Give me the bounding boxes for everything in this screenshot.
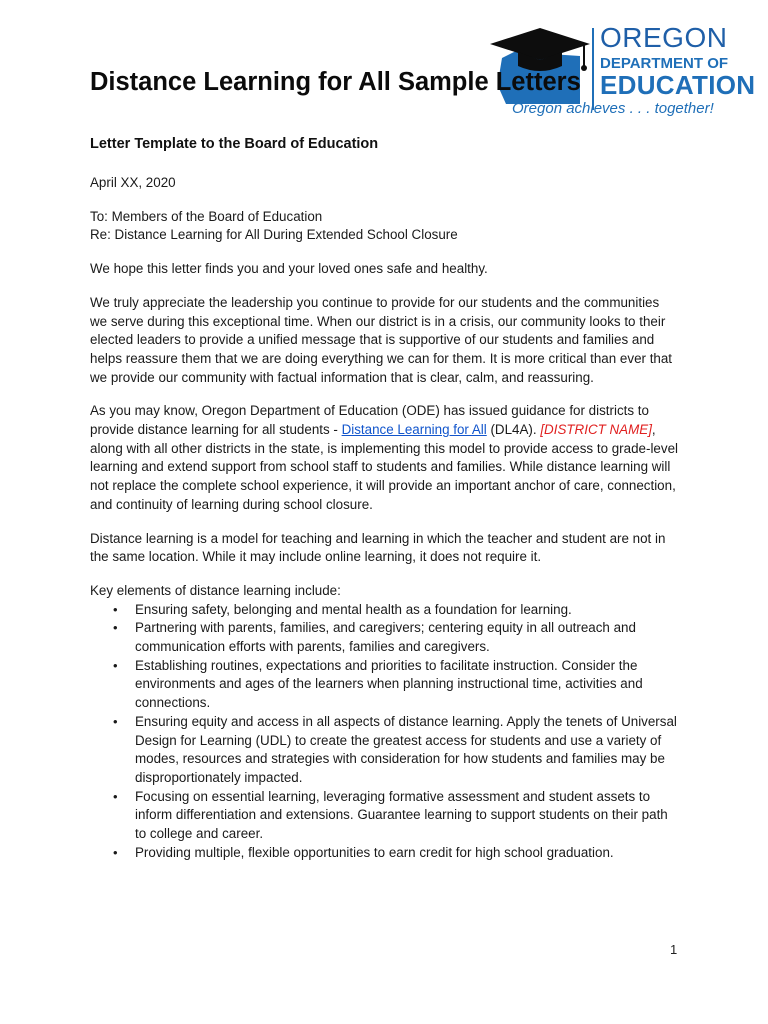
list-item: • Ensuring equity and access in all aspects of distance learning. Apply the tenets of Universal Design for Learning (UDL) to create the greatest access for students and use a variety of modes, resources and strategies with consideration for how students and families may be disproportionately impacted. (90, 713, 678, 788)
list-item: • Focusing on essential learning, leveraging formative assessment and student assets to inform differentiation and extensions. Guarantee learning to support students on their path to college and career. (90, 788, 678, 844)
district-name-placeholder: [DISTRICT NAME] (540, 422, 652, 438)
list-item: • Ensuring safety, belonging and mental health as a foundation for learning. (90, 601, 678, 620)
paragraph-definition: Distance learning is a model for teaching and learning in which the teacher and student are not in the same location. While it may include online learning, it does not require it. (90, 530, 666, 565)
logo-department-text: DEPARTMENT OF (600, 55, 729, 72)
page-title: Distance Learning for All Sample Letters (90, 68, 581, 96)
list-item: • Providing multiple, flexible opportunities to earn credit for high school graduation. (90, 844, 678, 863)
letter-re: Re: Distance Learning for All During Extended School Closure (90, 227, 458, 243)
list-item: • Establishing routines, expectations and priorities to facilitate instruction. Consider the environments and ages of the learners when planning instructional time, activities and connections. (90, 657, 678, 713)
logo-tagline: Oregon achieves . . . together! (512, 100, 714, 117)
paragraph-leadership: We truly appreciate the leadership you continue to provide for our students and the communities we serve during this exceptional time. When our district is in a crisis, our community looks to their elected leaders to provide a unified message that is supportive of our students and families and helps reassure them that we are doing everything we can for them. It is more critical than ever that we provide our community with factual information that is clear, calm, and reassuring. (90, 294, 673, 385)
key-elements-list (90, 601, 678, 863)
logo-oregon-text: OREGON (600, 22, 728, 53)
paragraph-ode-guidance (90, 402, 678, 514)
logo-divider (592, 28, 594, 110)
section-subtitle: Letter Template to the Board of Education (90, 136, 379, 152)
logo-education-text: EDUCATION (600, 70, 756, 100)
letter-date: April XX, 2020 (90, 175, 176, 190)
list-item: • Partnering with parents, families, and caregivers; centering equity in all outreach and communication efforts with parents, families and caregivers. (90, 619, 678, 656)
paragraph-text: (DL4A). (486, 422, 541, 438)
letter-to: To: Members of the Board of Education (90, 208, 323, 224)
letter-body (90, 174, 678, 863)
page-number: 1 (670, 942, 678, 957)
letter-greeting: We hope this letter finds you and your loved ones safe and healthy. (90, 261, 488, 277)
paragraph-text: , along with all other districts in the state, is implementing this model to provide access to grade-level learning and extend support from school staff to students and families. While distance learning will not replace the complete school experience, it will provide an important anchor of care, connection, and continuity of learning during school closure. (90, 422, 678, 512)
paragraph-text: As you may know, Oregon Department of Education (ODE) has issued guidance for districts to provide distance learning for all students - (90, 403, 649, 438)
key-elements-intro: Key elements of distance learning include: (90, 582, 341, 598)
dl4a-link[interactable]: Distance Learning for All (341, 422, 487, 438)
